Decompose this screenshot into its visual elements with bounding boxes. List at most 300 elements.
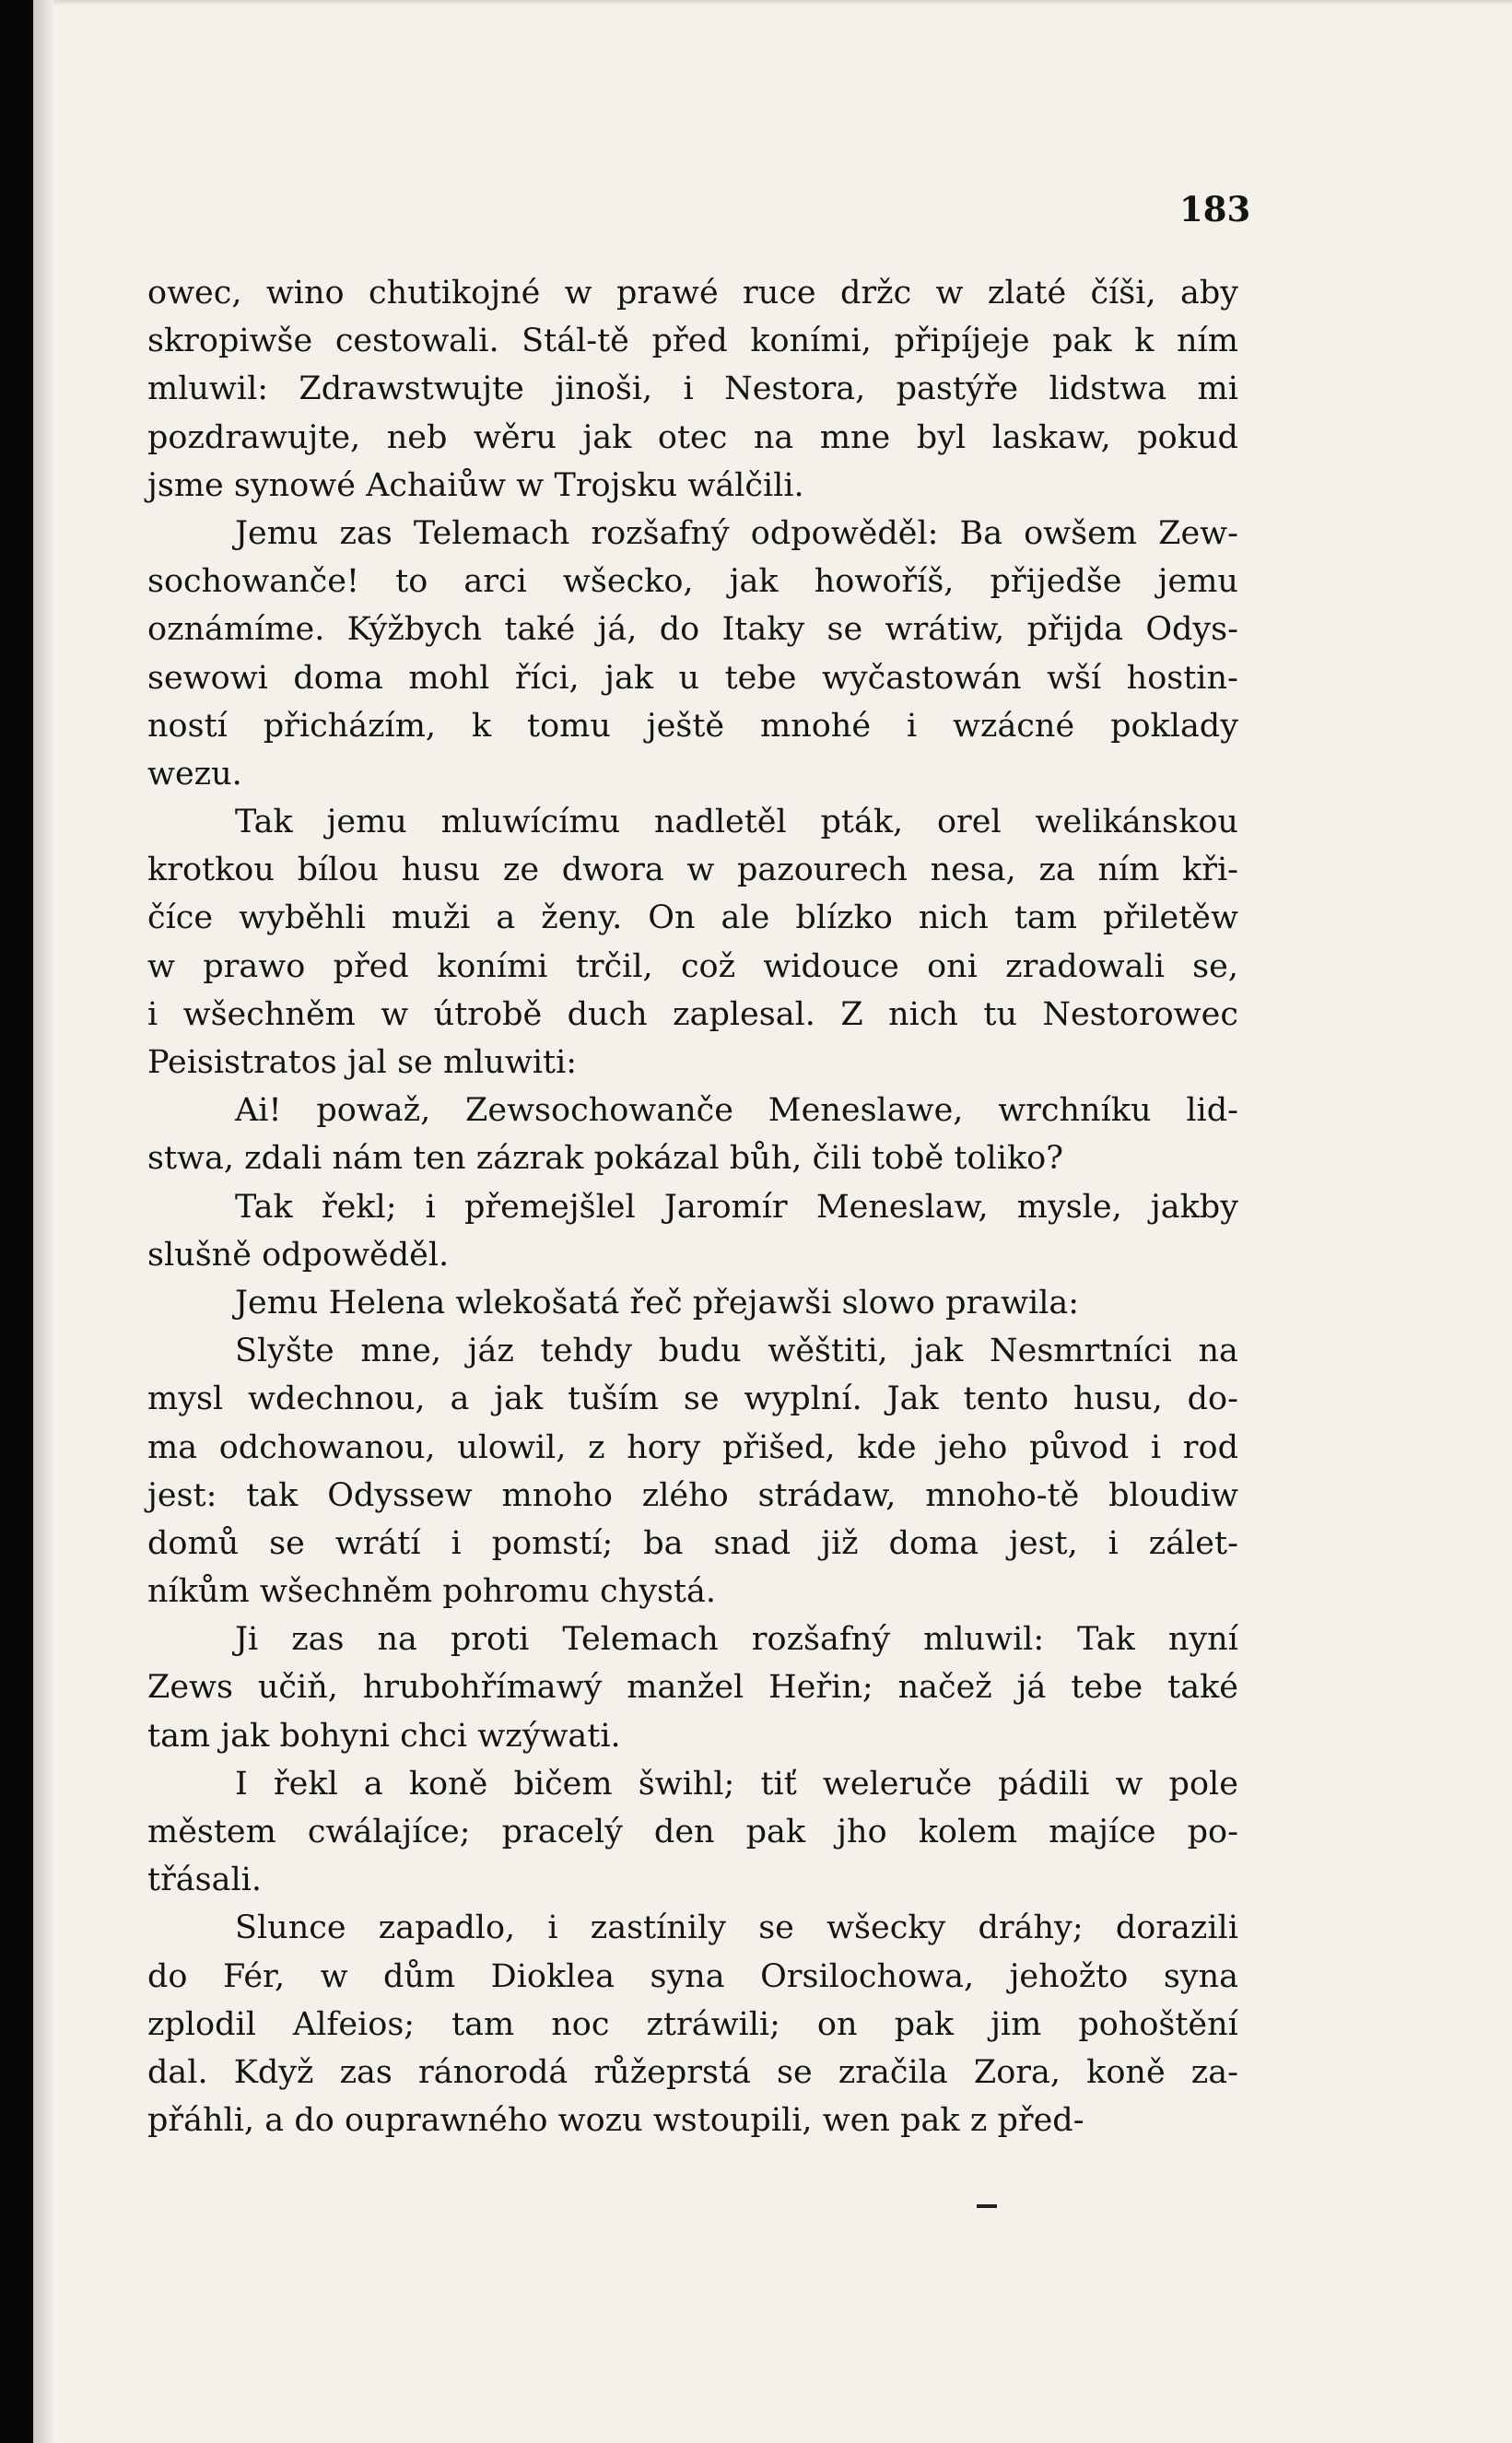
- word: wálčili.: [687, 466, 804, 504]
- text-line: [147, 1904, 1238, 1952]
- word: wstoupili,: [652, 2102, 813, 2140]
- word: byl: [916, 418, 967, 456]
- text-line: [147, 1615, 1238, 1663]
- word: ma: [147, 1428, 198, 1466]
- word: i: [451, 1524, 462, 1562]
- word: Jemu: [235, 1284, 319, 1321]
- word: říci,: [514, 659, 580, 697]
- word: přejawši: [692, 1284, 832, 1321]
- word: ženy.: [541, 899, 623, 937]
- word: ztráwili;: [646, 2005, 780, 2043]
- word: pohoštění: [1078, 2005, 1238, 2043]
- word: Telemach: [413, 514, 570, 552]
- word: ale: [721, 899, 770, 937]
- word: mysl: [147, 1380, 224, 1418]
- word: doma: [888, 1524, 979, 1562]
- word: pazourech: [737, 852, 908, 889]
- word: mluwil:: [923, 1621, 1045, 1659]
- word: jsme: [147, 466, 224, 504]
- word: před: [651, 323, 728, 360]
- word: jehožto: [1009, 1957, 1129, 1995]
- word: dal.: [147, 2053, 208, 2091]
- scan-page-gutter: [33, 0, 53, 2443]
- text-line: [147, 414, 1238, 462]
- text-line: [147, 702, 1238, 750]
- paragraph: [147, 1615, 1238, 1760]
- word: ze: [502, 852, 540, 889]
- word: mnohé: [760, 707, 872, 745]
- word: jinoši,: [555, 370, 653, 408]
- word: jest,: [1009, 1524, 1078, 1562]
- word: jeho: [938, 1428, 1008, 1466]
- word: jak: [582, 418, 632, 456]
- word: w: [381, 995, 409, 1033]
- word: tomu: [527, 707, 611, 745]
- word: číši,: [1090, 275, 1156, 311]
- word: ouprawného: [344, 2102, 548, 2140]
- word: wlekošatá: [455, 1284, 620, 1321]
- text-line: [147, 798, 1238, 846]
- word: ulowil,: [457, 1428, 567, 1466]
- word: cestowali.: [334, 323, 499, 360]
- word: otec: [657, 418, 728, 456]
- word: učiň,: [257, 1669, 338, 1707]
- text-line: [147, 1472, 1238, 1520]
- word: jim: [990, 2005, 1042, 2043]
- word: wěštiti,: [768, 1333, 888, 1370]
- word: mluwícímu: [440, 804, 621, 841]
- word: orel: [936, 804, 1002, 841]
- text-line: [147, 269, 1238, 317]
- word: hory: [627, 1428, 701, 1466]
- word: tak: [246, 1476, 299, 1514]
- word: dům: [383, 1957, 456, 1995]
- word: Z: [840, 995, 863, 1033]
- word: husu,: [1073, 1380, 1163, 1418]
- word: tiť: [760, 1765, 797, 1803]
- word: domů: [147, 1524, 240, 1562]
- word: Zora,: [973, 2053, 1061, 2091]
- text-line: [147, 558, 1238, 605]
- word: snad: [713, 1524, 791, 1562]
- word: Fér,: [222, 1957, 286, 1995]
- word: šwihl;: [638, 1765, 735, 1803]
- word: ten: [413, 1140, 466, 1178]
- word: ruce: [743, 275, 816, 311]
- word: i: [683, 370, 694, 408]
- paragraph: [147, 798, 1238, 1086]
- word: bičem: [513, 1765, 613, 1803]
- word: se: [269, 1524, 305, 1562]
- word: pohromu: [442, 1573, 590, 1611]
- word: to: [395, 563, 428, 601]
- word: i: [547, 1909, 558, 1947]
- word: wdechnou,: [248, 1380, 426, 1418]
- word: dráhy;: [978, 1909, 1084, 1947]
- word: bloudiw: [1108, 1476, 1238, 1514]
- word: kolem: [918, 1814, 1018, 1850]
- word: pokázal: [593, 1140, 720, 1178]
- word: wen: [822, 2102, 890, 2140]
- word: Nestorowec: [1042, 995, 1238, 1033]
- word: i: [147, 995, 158, 1033]
- text-line: [147, 1663, 1238, 1711]
- word: Stál-tě: [522, 323, 629, 360]
- word: Zdrawstwujte: [299, 370, 524, 408]
- word: ba: [643, 1524, 684, 1562]
- word: pak: [894, 2005, 955, 2043]
- text-line: [147, 2049, 1238, 2097]
- word: Peisistratos: [147, 1044, 337, 1081]
- word: přicházím,: [263, 707, 437, 745]
- word: jak: [604, 659, 654, 697]
- word: se: [826, 611, 863, 649]
- word: w: [1115, 1765, 1143, 1803]
- word: také: [504, 611, 576, 649]
- word: howoříš,: [814, 563, 955, 601]
- word: hostin-: [1126, 659, 1238, 697]
- word: duch: [567, 995, 648, 1033]
- word: welikánskou: [1035, 804, 1238, 841]
- word: čili: [812, 1140, 861, 1178]
- word: rod: [1182, 1428, 1238, 1466]
- word: se: [777, 2053, 813, 2091]
- word: Kýžbych: [346, 611, 483, 649]
- paragraph: [147, 1904, 1238, 2144]
- word: a: [450, 1380, 470, 1418]
- word: rozšafný: [751, 1621, 891, 1659]
- word: bílou: [297, 852, 379, 889]
- word: bohyni: [279, 1717, 390, 1755]
- text-line: [147, 1134, 1238, 1182]
- word: nyní: [1167, 1621, 1238, 1659]
- word: syna: [650, 1957, 725, 1995]
- word: řeč: [629, 1284, 683, 1321]
- word: w: [516, 466, 545, 504]
- word: oni: [927, 947, 978, 985]
- word: tebe: [724, 659, 797, 697]
- word: jakby: [1150, 1188, 1238, 1226]
- word: tento: [963, 1380, 1049, 1418]
- text-line: [147, 943, 1238, 991]
- text-line: [147, 1424, 1238, 1472]
- word: Meneslawe,: [768, 1092, 964, 1130]
- word: zdali: [244, 1140, 322, 1178]
- word: pádili: [998, 1765, 1090, 1803]
- word: prawo: [203, 947, 306, 985]
- text-line: [147, 1953, 1238, 2001]
- word: chutikojné: [368, 275, 541, 311]
- word: Ai!: [235, 1092, 282, 1130]
- word: pak: [745, 1814, 806, 1850]
- word: pozdrawujte,: [147, 418, 361, 456]
- word: se: [758, 1909, 794, 1947]
- word: wzácné: [953, 707, 1075, 745]
- word: pracelý: [501, 1814, 623, 1850]
- word: neb: [386, 418, 448, 456]
- word: toliko?: [954, 1140, 1063, 1178]
- word: před-: [997, 2102, 1084, 2140]
- word: mnoho: [501, 1476, 613, 1514]
- word: w: [686, 852, 715, 889]
- word: tam: [1014, 899, 1077, 937]
- word: dorazili: [1115, 1909, 1238, 1947]
- word: w: [935, 275, 964, 311]
- word: jest:: [147, 1476, 217, 1514]
- word: z: [588, 1428, 605, 1466]
- word: budu: [658, 1333, 742, 1370]
- text-line: [147, 317, 1238, 365]
- word: také: [1167, 1669, 1238, 1707]
- word: zračila: [838, 2053, 948, 2091]
- word: přáhli,: [147, 2102, 255, 2140]
- word: Heřin;: [768, 1669, 873, 1707]
- word: koními,: [750, 323, 872, 360]
- word: wyplní.: [744, 1380, 862, 1418]
- word: pole: [1168, 1765, 1238, 1803]
- word: třásali.: [147, 1862, 263, 1899]
- word: což: [680, 947, 736, 985]
- word: muži: [391, 899, 471, 937]
- word: připíjeje: [894, 323, 1030, 360]
- word: sochowanče!: [147, 563, 359, 601]
- footer-dash-mark: [977, 2204, 997, 2208]
- word: aby: [1179, 275, 1238, 311]
- word: řekl: [273, 1765, 338, 1803]
- word: a: [363, 1765, 383, 1803]
- word: ještě: [646, 707, 725, 745]
- word: blízko: [795, 899, 893, 937]
- word: bůh,: [729, 1140, 803, 1178]
- word: mysle,: [1016, 1188, 1122, 1226]
- word: wšechněm: [182, 995, 356, 1033]
- word: mluwil:: [147, 370, 269, 408]
- word: zas: [291, 1621, 345, 1659]
- word: do: [659, 611, 700, 649]
- page-number: 183: [1179, 189, 1251, 229]
- word: před: [333, 947, 409, 985]
- word: tebe: [1071, 1669, 1143, 1707]
- word: odpowěděl.: [262, 1236, 450, 1274]
- word: powaž,: [316, 1092, 431, 1130]
- word: řekl;: [321, 1188, 397, 1226]
- paragraph: [147, 1279, 1238, 1327]
- word: Když: [233, 2053, 314, 2091]
- word: zas: [339, 514, 393, 552]
- word: koně: [408, 1765, 488, 1803]
- text-line: [147, 1520, 1238, 1568]
- text-line: [147, 2001, 1238, 2049]
- word: jemu: [326, 804, 407, 841]
- word: rozšafný: [591, 514, 730, 552]
- word: koně: [1086, 2053, 1166, 2091]
- text-line: [147, 605, 1238, 653]
- word: trčil,: [575, 947, 653, 985]
- word: přišed,: [722, 1428, 836, 1466]
- text-line: [147, 1760, 1238, 1808]
- text-line: [147, 846, 1238, 894]
- paragraph: [147, 1183, 1238, 1279]
- word: zas: [339, 2053, 393, 2091]
- word: i: [906, 707, 918, 745]
- word: a: [496, 899, 516, 937]
- word: Nesmrtníci: [989, 1333, 1172, 1370]
- word: ním: [1177, 323, 1238, 360]
- word: wšecko,: [562, 563, 694, 601]
- word: zastínily: [590, 1909, 726, 1947]
- word: wozu: [557, 2102, 643, 2140]
- word: w: [147, 947, 175, 985]
- word: se,: [1192, 947, 1238, 985]
- text-line: [147, 1712, 1238, 1760]
- word: wyčastowán: [821, 659, 1022, 697]
- word: a: [264, 2102, 285, 2140]
- word: On: [648, 899, 696, 937]
- word: proti: [450, 1621, 530, 1659]
- word: wezu.: [147, 755, 242, 793]
- word: pomstí;: [491, 1524, 614, 1562]
- word: wěru: [473, 418, 557, 456]
- word: wší: [1047, 659, 1102, 697]
- paragraph: [147, 269, 1238, 510]
- word: na: [1198, 1333, 1238, 1370]
- word: cwálajíce;: [307, 1814, 471, 1850]
- word: Jemu: [235, 514, 319, 552]
- word: slušně: [147, 1236, 252, 1274]
- text-line: [147, 654, 1238, 702]
- word: arci: [463, 563, 527, 601]
- scan-top-edge: [53, 0, 1512, 6]
- text-line: [147, 1375, 1238, 1423]
- word: odchowanou,: [218, 1428, 436, 1466]
- word: útrobě: [433, 995, 543, 1033]
- word: w: [320, 1957, 348, 1995]
- scan-binding-edge: [0, 0, 33, 2443]
- word: za-: [1190, 2053, 1238, 2091]
- word: jáz: [467, 1333, 514, 1370]
- word: lidstwa: [1049, 370, 1167, 408]
- word: se: [683, 1380, 720, 1418]
- word: mnoho-tě: [925, 1476, 1080, 1514]
- word: Tak: [1077, 1621, 1135, 1659]
- word: mne: [819, 418, 891, 456]
- word: zálet-: [1148, 1524, 1238, 1562]
- word: jho: [837, 1814, 887, 1850]
- word: Ba: [959, 514, 1003, 552]
- word: nich: [918, 899, 989, 937]
- word: do-: [1187, 1380, 1238, 1418]
- word: odpowěděl:: [750, 514, 939, 552]
- word: i: [1108, 1524, 1119, 1562]
- word: Zews: [147, 1669, 233, 1707]
- word: husu: [401, 852, 481, 889]
- word: Telemach: [562, 1621, 719, 1659]
- word: lid-: [1186, 1092, 1238, 1130]
- word: manžel: [627, 1669, 744, 1707]
- word: krotkou: [147, 852, 275, 889]
- word: Meneslaw,: [815, 1188, 989, 1226]
- word: wyběhli: [239, 899, 366, 937]
- word: kde: [857, 1428, 917, 1466]
- word: wšechněm: [259, 1573, 433, 1611]
- text-line: [147, 1856, 1238, 1904]
- word: tam: [451, 2005, 515, 2043]
- word: Slunce: [235, 1909, 346, 1947]
- paragraph: [147, 510, 1238, 798]
- word: zradowali: [1005, 947, 1165, 985]
- word: do: [294, 2102, 334, 2140]
- word: nich: [888, 995, 958, 1033]
- word: jemu: [1157, 563, 1238, 601]
- text-line: [147, 1039, 1238, 1086]
- word: sewowi: [147, 659, 268, 697]
- word: za: [1038, 852, 1075, 889]
- word: níkům: [147, 1573, 250, 1611]
- word: den: [653, 1814, 715, 1850]
- word: ností: [147, 707, 228, 745]
- word: zaplesal.: [673, 995, 815, 1033]
- word: Odyssew: [327, 1476, 473, 1514]
- word: Zewsochowanče: [465, 1092, 733, 1130]
- word: Itaky: [721, 611, 805, 649]
- word: městem: [147, 1814, 276, 1850]
- word: wrátí: [334, 1524, 421, 1562]
- word: owšem: [1024, 514, 1138, 552]
- word: I: [235, 1765, 248, 1803]
- text-line: [147, 1183, 1238, 1231]
- text-line: [147, 1086, 1238, 1134]
- word: já,: [597, 611, 638, 649]
- word: stwa,: [147, 1140, 234, 1178]
- word: Achaiůw: [366, 466, 507, 504]
- word: já: [1016, 1669, 1047, 1707]
- word: oznámíme.: [147, 611, 325, 649]
- word: wino: [265, 275, 345, 311]
- word: owec,: [147, 275, 242, 311]
- word: kři-: [1182, 852, 1238, 889]
- word: skropiwše: [147, 323, 313, 360]
- word: se: [397, 1044, 433, 1081]
- word: Odys-: [1145, 611, 1238, 649]
- word: jak: [220, 1717, 270, 1755]
- word: pták,: [820, 804, 904, 841]
- word: Zew-: [1158, 514, 1238, 552]
- word: Helena: [328, 1284, 446, 1321]
- word: noc: [551, 2005, 610, 2043]
- word: doma: [293, 659, 383, 697]
- word: hrubohřímawý: [362, 1669, 603, 1707]
- word: přijda: [1026, 611, 1124, 649]
- word: pak: [1052, 323, 1112, 360]
- word: zlaté: [987, 275, 1067, 311]
- text-line: [147, 510, 1238, 558]
- word: tuším: [568, 1380, 660, 1418]
- word: mluwiti:: [442, 1044, 578, 1081]
- word: slowo: [841, 1284, 935, 1321]
- word: ránorodá: [418, 2053, 568, 2091]
- word: Jak: [886, 1380, 939, 1418]
- word: přijedše: [990, 563, 1122, 601]
- word: pokud: [1137, 418, 1238, 456]
- paragraph: [147, 1327, 1238, 1615]
- word: syna: [1163, 1957, 1238, 1995]
- word: widouce: [763, 947, 899, 985]
- word: koními: [437, 947, 548, 985]
- word: laskaw,: [991, 418, 1111, 456]
- word: wrchníku: [998, 1092, 1152, 1130]
- text-line: [147, 750, 1238, 798]
- word: Dioklea: [490, 1957, 615, 1995]
